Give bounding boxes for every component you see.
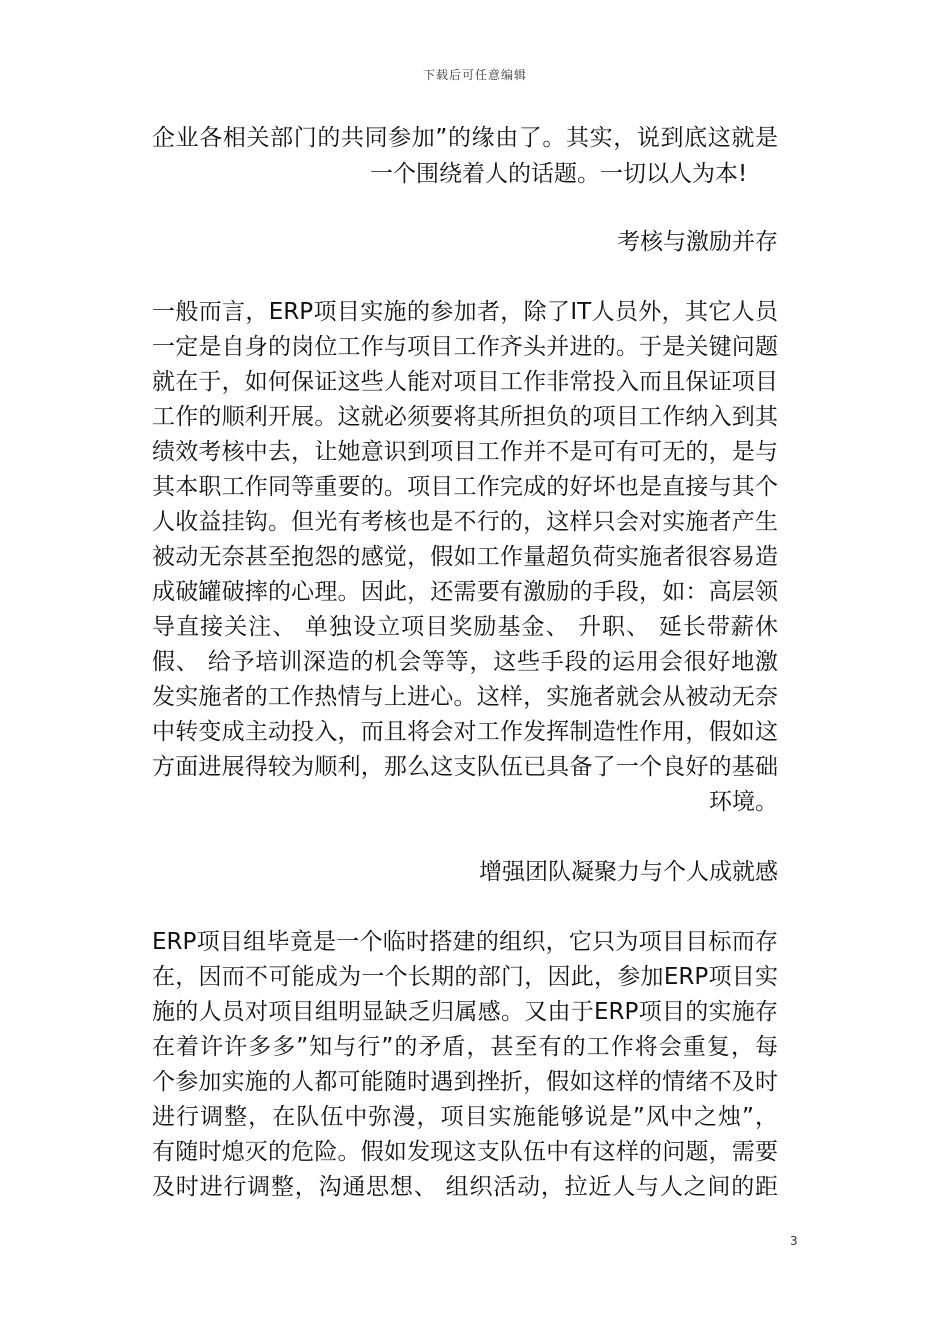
paragraph-line: 一定是自身的岗位工作与项目工作齐头并进的。于是关键问题 <box>152 334 778 360</box>
paragraph-line: 有随时熄灭的危险。假如发现这支队伍中有这样的问题，需要 <box>152 1139 778 1165</box>
paragraph-line: 一般而言，ERP项目实施的参加者，除了IT人员外，其它人员 <box>152 299 778 325</box>
page-header: 下载后可任意编辑 <box>422 68 527 82</box>
page-number: 3 <box>790 1234 798 1248</box>
paragraph-line: 假、 给予培训深造的机会等等，这些手段的运用会很好地激 <box>152 649 778 675</box>
paragraph-line: 其本职工作同等重要的。项目工作完成的好坏也是直接与其个 <box>152 474 778 500</box>
intro-line-1: 企业各相关部门的共同参加”的缘由了。其实，说到底这就是 <box>152 125 778 151</box>
intro-line-2: 一个围绕着人的话题。一切以人为本! <box>370 161 748 187</box>
paragraph-line: 就在于，如何保证这些人能对项目工作非常投入而且保证项目 <box>152 369 778 395</box>
paragraph-line: 发实施者的工作热情与上进心。这样，实施者就会从被动无奈 <box>152 684 778 710</box>
paragraph-line: 及时进行调整，沟通思想、 组织活动，拉近人与人之间的距 <box>152 1174 778 1200</box>
paragraph-line: 进行调整，在队伍中弥漫，项目实施能够说是”风中之烛”， <box>152 1104 778 1130</box>
section-heading-team-cohesion: 增强团队凝聚力与个人成就感 <box>479 859 778 885</box>
paragraph-line: 工作的顺利开展。这就必须要将其所担负的项目工作纳入到其 <box>152 404 778 430</box>
paragraph-line: 导直接关注、 单独设立项目奖励基金、 升职、 延长带薪休 <box>152 614 778 640</box>
paragraph-line: 施的人员对项目组明显缺乏归属感。又由于ERP项目的实施存 <box>152 999 778 1025</box>
paragraph-line: 绩效考核中去，让她意识到项目工作并不是可有可无的，是与 <box>152 439 778 465</box>
paragraph-line: 在，因而不可能成为一个长期的部门，因此，参加ERP项目实 <box>152 964 778 990</box>
paragraph-line-last: 环境。 <box>709 789 778 815</box>
paragraph-line: ERP项目组毕竟是一个临时搭建的组织，它只为项目目标而存 <box>152 929 778 955</box>
paragraph-line: 中转变成主动投入，而且将会对工作发挥制造性作用，假如这 <box>152 719 778 745</box>
section-heading-assessment: 考核与激励并存 <box>617 229 778 255</box>
paragraph-line: 被动无奈甚至抱怨的感觉，假如工作量超负荷实施者很容易造 <box>152 544 778 570</box>
paragraph-line: 人收益挂钩。但光有考核也是不行的，这样只会对实施者产生 <box>152 509 778 535</box>
paragraph-line: 方面进展得较为顺利，那么这支队伍已具备了一个良好的基础 <box>152 754 778 780</box>
paragraph-line: 成破罐破摔的心理。因此，还需要有激励的手段，如：高层领 <box>152 579 778 605</box>
paragraph-line: 在着许许多多”知与行”的矛盾，甚至有的工作将会重复，每 <box>152 1034 778 1060</box>
paragraph-line: 个参加实施的人都可能随时遇到挫折，假如这样的情绪不及时 <box>152 1069 778 1095</box>
